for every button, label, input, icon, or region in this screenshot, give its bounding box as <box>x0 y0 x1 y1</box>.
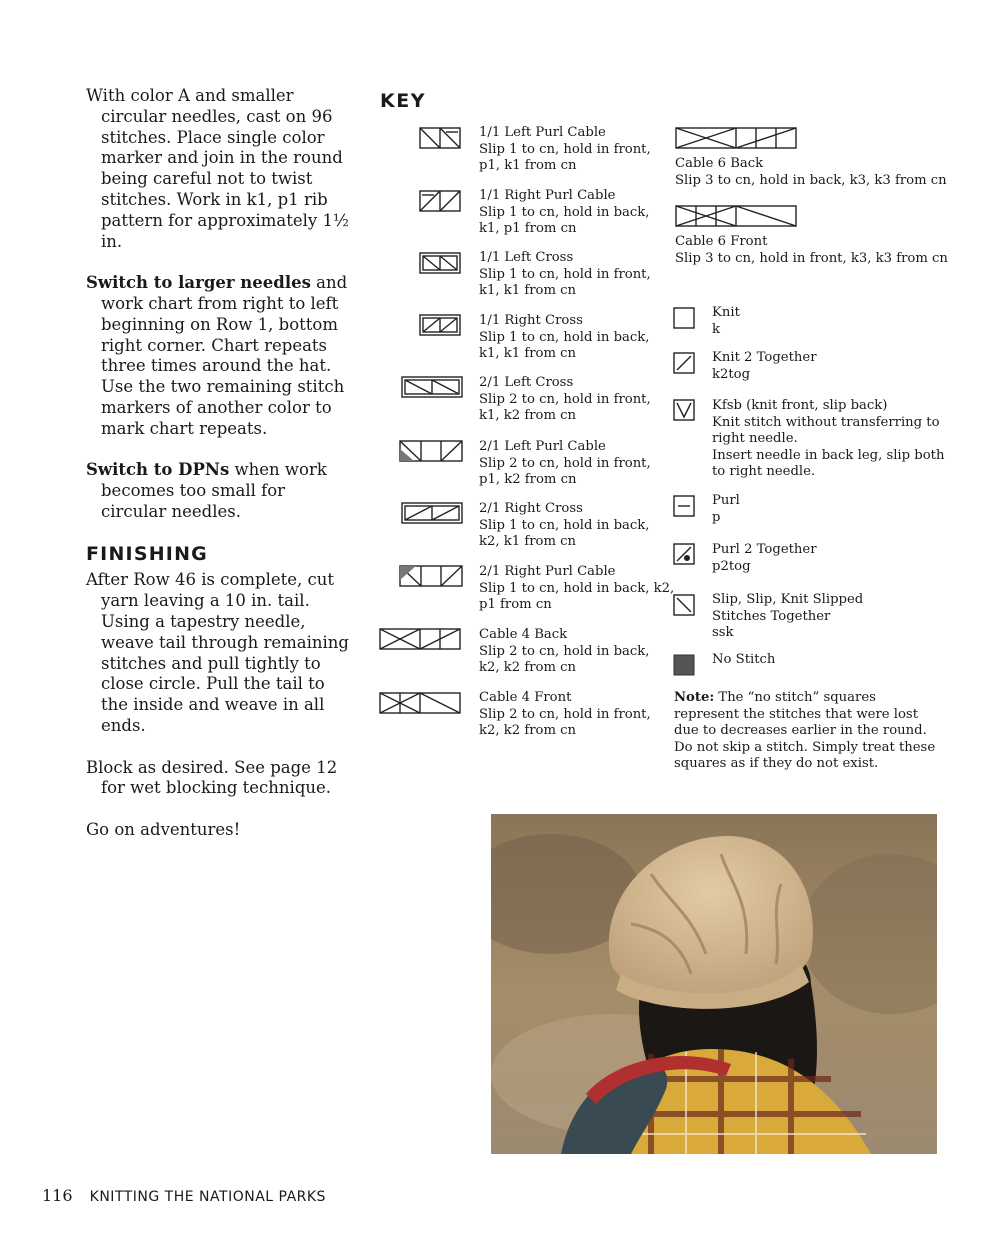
key-item-right-cross-1-1 <box>479 313 649 363</box>
key-item-desc: k1, k1 from cn <box>479 283 577 299</box>
key-item-desc: k2, k2 from cn <box>479 723 577 739</box>
left-cross-2-1-symbol <box>402 377 462 397</box>
cable-4-front-symbol <box>380 693 460 713</box>
key-item-abbr: p2tog <box>712 558 751 574</box>
key-item-cable-6-back <box>675 156 947 189</box>
right-purl-cable-2-1-symbol <box>400 566 462 586</box>
key-item-knit <box>712 305 740 338</box>
no-stitch-note <box>674 690 942 773</box>
note-text: The “no stitch” squares represent the stitches that were lost due to decreases earlier in the round. Do not skip a stitch. Simply treat these squares as if they do not exist. <box>674 690 936 772</box>
key-item-cable-6-front <box>675 234 948 267</box>
key-item-name: Purl 2 Together <box>712 542 817 557</box>
key-item-name: No Stitch <box>712 652 776 667</box>
key-item-desc: Slip 1 to cn, hold in back, <box>479 517 650 533</box>
key-item-purl-2-together <box>712 542 817 575</box>
key-item-name: 2/1 Left Purl Cable <box>479 439 606 454</box>
key-item-left-cross-1-1 <box>479 250 651 300</box>
key-item-right-cross-2-1 <box>479 501 649 551</box>
key-item-desc: Slip 3 to cn, hold in back, k3, k3 from cn <box>675 172 947 188</box>
key-item-purl <box>712 493 740 526</box>
left-cross-1-1-symbol <box>420 253 460 273</box>
key-item-name: Slip, Slip, Knit Slipped <box>712 592 864 607</box>
hat-photo <box>491 814 937 1154</box>
key-item-ssk <box>712 592 863 642</box>
key-item-name: Knit 2 Together <box>712 350 817 365</box>
ssk-symbol <box>674 595 694 615</box>
no-stitch-symbol <box>674 655 694 675</box>
purl-symbol <box>674 496 694 516</box>
key-item-desc: Slip 1 to cn, hold in front, <box>479 141 651 157</box>
right-cross-2-1-symbol <box>402 503 462 523</box>
key-item-desc: right needle. <box>712 431 798 447</box>
finishing-paragraph: After Row 46 is complete, cut yarn leaving a 10 in. tail. Using a tapestry needle, weave tail through remaining stitches and pull tightly to close circle. Pull the tail to the inside and weave in all ends. <box>86 570 349 735</box>
book-title: KNITTING THE NATIONAL PARKS <box>89 1189 326 1205</box>
cast-on-paragraph: With color A and smaller circular needles, cast on 96 stitches. Place single color marker and join in the round being careful not to twist stitches. Work in k1, p1 rib pattern for approximately 1½ in. <box>86 86 349 251</box>
key-item-name: Cable 4 Front <box>479 690 572 705</box>
key-item-abbr: k <box>712 321 720 337</box>
dpns-paragraph <box>86 460 354 522</box>
key-item-desc: Slip 1 to cn, hold in back, <box>479 204 650 220</box>
dpns-lead: Switch to DPNs <box>86 460 230 480</box>
key-item-left-cross-2-1 <box>479 375 651 425</box>
blocking-paragraph: Block as desired. See page 12 for wet blocking technique. <box>86 757 338 798</box>
finishing-heading: FINISHING <box>86 542 208 565</box>
key-item-name: Stitches Together <box>712 608 831 624</box>
key-item-name: Cable 4 Back <box>479 627 568 642</box>
knit-symbol <box>674 308 694 328</box>
cable-6-back-symbol <box>676 128 796 148</box>
key-heading: KEY <box>380 90 426 112</box>
key-item-abbr: ssk <box>712 625 734 641</box>
key-item-left-purl-cable-1-1 <box>479 125 651 175</box>
key-item-name: 1/1 Right Cross <box>479 313 583 328</box>
key-item-desc: Slip 1 to cn, hold in back, k2, <box>479 580 675 596</box>
purl-2-together-symbol <box>674 544 694 564</box>
cable-6-front-symbol <box>676 206 796 226</box>
adventures-paragraph: Go on adventures! <box>86 819 241 839</box>
key-item-right-purl-cable-2-1 <box>479 564 674 614</box>
key-item-name: Cable 6 Front <box>675 234 768 249</box>
key-symbols-column-1 <box>376 124 468 724</box>
key-item-desc: Slip 1 to cn, hold in front, <box>479 266 651 282</box>
key-item-name: 1/1 Left Purl Cable <box>479 125 606 140</box>
kfsb-symbol <box>674 400 694 420</box>
key-item-knit-2-together <box>712 350 817 383</box>
key-item-abbr: k2tog <box>712 366 751 382</box>
key-item-kfsb <box>712 398 944 481</box>
right-purl-cable-1-1-symbol <box>420 191 460 211</box>
key-item-name: Knit <box>712 305 740 320</box>
knit-2-together-symbol <box>674 353 694 373</box>
left-purl-cable-1-1-symbol <box>420 128 460 148</box>
larger-needles-text: and work chart from right to left beginning on Row 1, bottom right corner. Chart repeats three times around the hat. Use the two remaining stitch markers of another color to mark chart repeats. <box>101 273 348 438</box>
key-item-right-purl-cable-1-1 <box>479 188 649 238</box>
key-item-desc: k2, k1 from cn <box>479 534 577 550</box>
key-item-desc: Slip 2 to cn, hold in front, <box>479 455 651 471</box>
key-item-left-purl-cable-2-1 <box>479 439 651 489</box>
key-item-abbr: p <box>712 509 721 525</box>
key-item-desc: p1, k1 from cn <box>479 158 577 174</box>
key-item-no-stitch <box>712 652 775 669</box>
key-item-name: Purl <box>712 493 740 508</box>
key-item-desc: Knit stitch without transferring to <box>712 414 940 430</box>
key-item-desc: p1, k2 from cn <box>479 472 577 488</box>
key-item-desc: k1, k2 from cn <box>479 408 577 424</box>
key-item-desc: Insert needle in back leg, slip both <box>712 447 945 463</box>
key-item-desc: Slip 2 to cn, hold in front, <box>479 391 651 407</box>
page-footer <box>42 1186 326 1205</box>
note-label: Note: <box>674 690 715 705</box>
key-item-desc: Slip 1 to cn, hold in back, <box>479 329 650 345</box>
key-item-desc: k2, k2 from cn <box>479 660 577 676</box>
larger-needles-paragraph <box>86 273 354 439</box>
key-item-name: 2/1 Right Purl Cable <box>479 564 616 579</box>
larger-needles-lead: Switch to larger needles <box>86 273 311 293</box>
key-item-desc: Slip 2 to cn, hold in back, <box>479 643 650 659</box>
key-item-desc: Slip 3 to cn, hold in front, k3, k3 from cn <box>675 250 948 266</box>
hiker-wearing-beanie-illustration <box>491 814 937 1154</box>
key-item-name: 2/1 Right Cross <box>479 501 583 516</box>
key-item-name: 1/1 Left Cross <box>479 250 574 265</box>
key-item-desc: p1 from cn <box>479 597 552 613</box>
key-item-name: 2/1 Left Cross <box>479 375 574 390</box>
left-purl-cable-2-1-symbol <box>400 441 462 461</box>
instructions-column <box>86 86 354 861</box>
right-cross-1-1-symbol <box>420 315 460 335</box>
key-item-name: Kfsb (knit front, slip back) <box>712 398 888 413</box>
dpns-text: when work becomes too small for circular needles. <box>101 460 327 521</box>
key-item-cable-4-front <box>479 690 651 740</box>
cable-4-back-symbol <box>380 629 460 649</box>
key-item-name: 1/1 Right Purl Cable <box>479 188 616 203</box>
key-item-desc: k1, k1 from cn <box>479 346 577 362</box>
key-item-desc: Slip 2 to cn, hold in front, <box>479 706 651 722</box>
key-item-desc: k1, p1 from cn <box>479 221 577 237</box>
key-item-desc: to right needle. <box>712 464 816 480</box>
key-item-cable-4-back <box>479 627 649 677</box>
page-number: 116 <box>42 1186 73 1205</box>
key-item-name: Cable 6 Back <box>675 156 764 171</box>
key-symbols-column-2 <box>670 300 702 680</box>
